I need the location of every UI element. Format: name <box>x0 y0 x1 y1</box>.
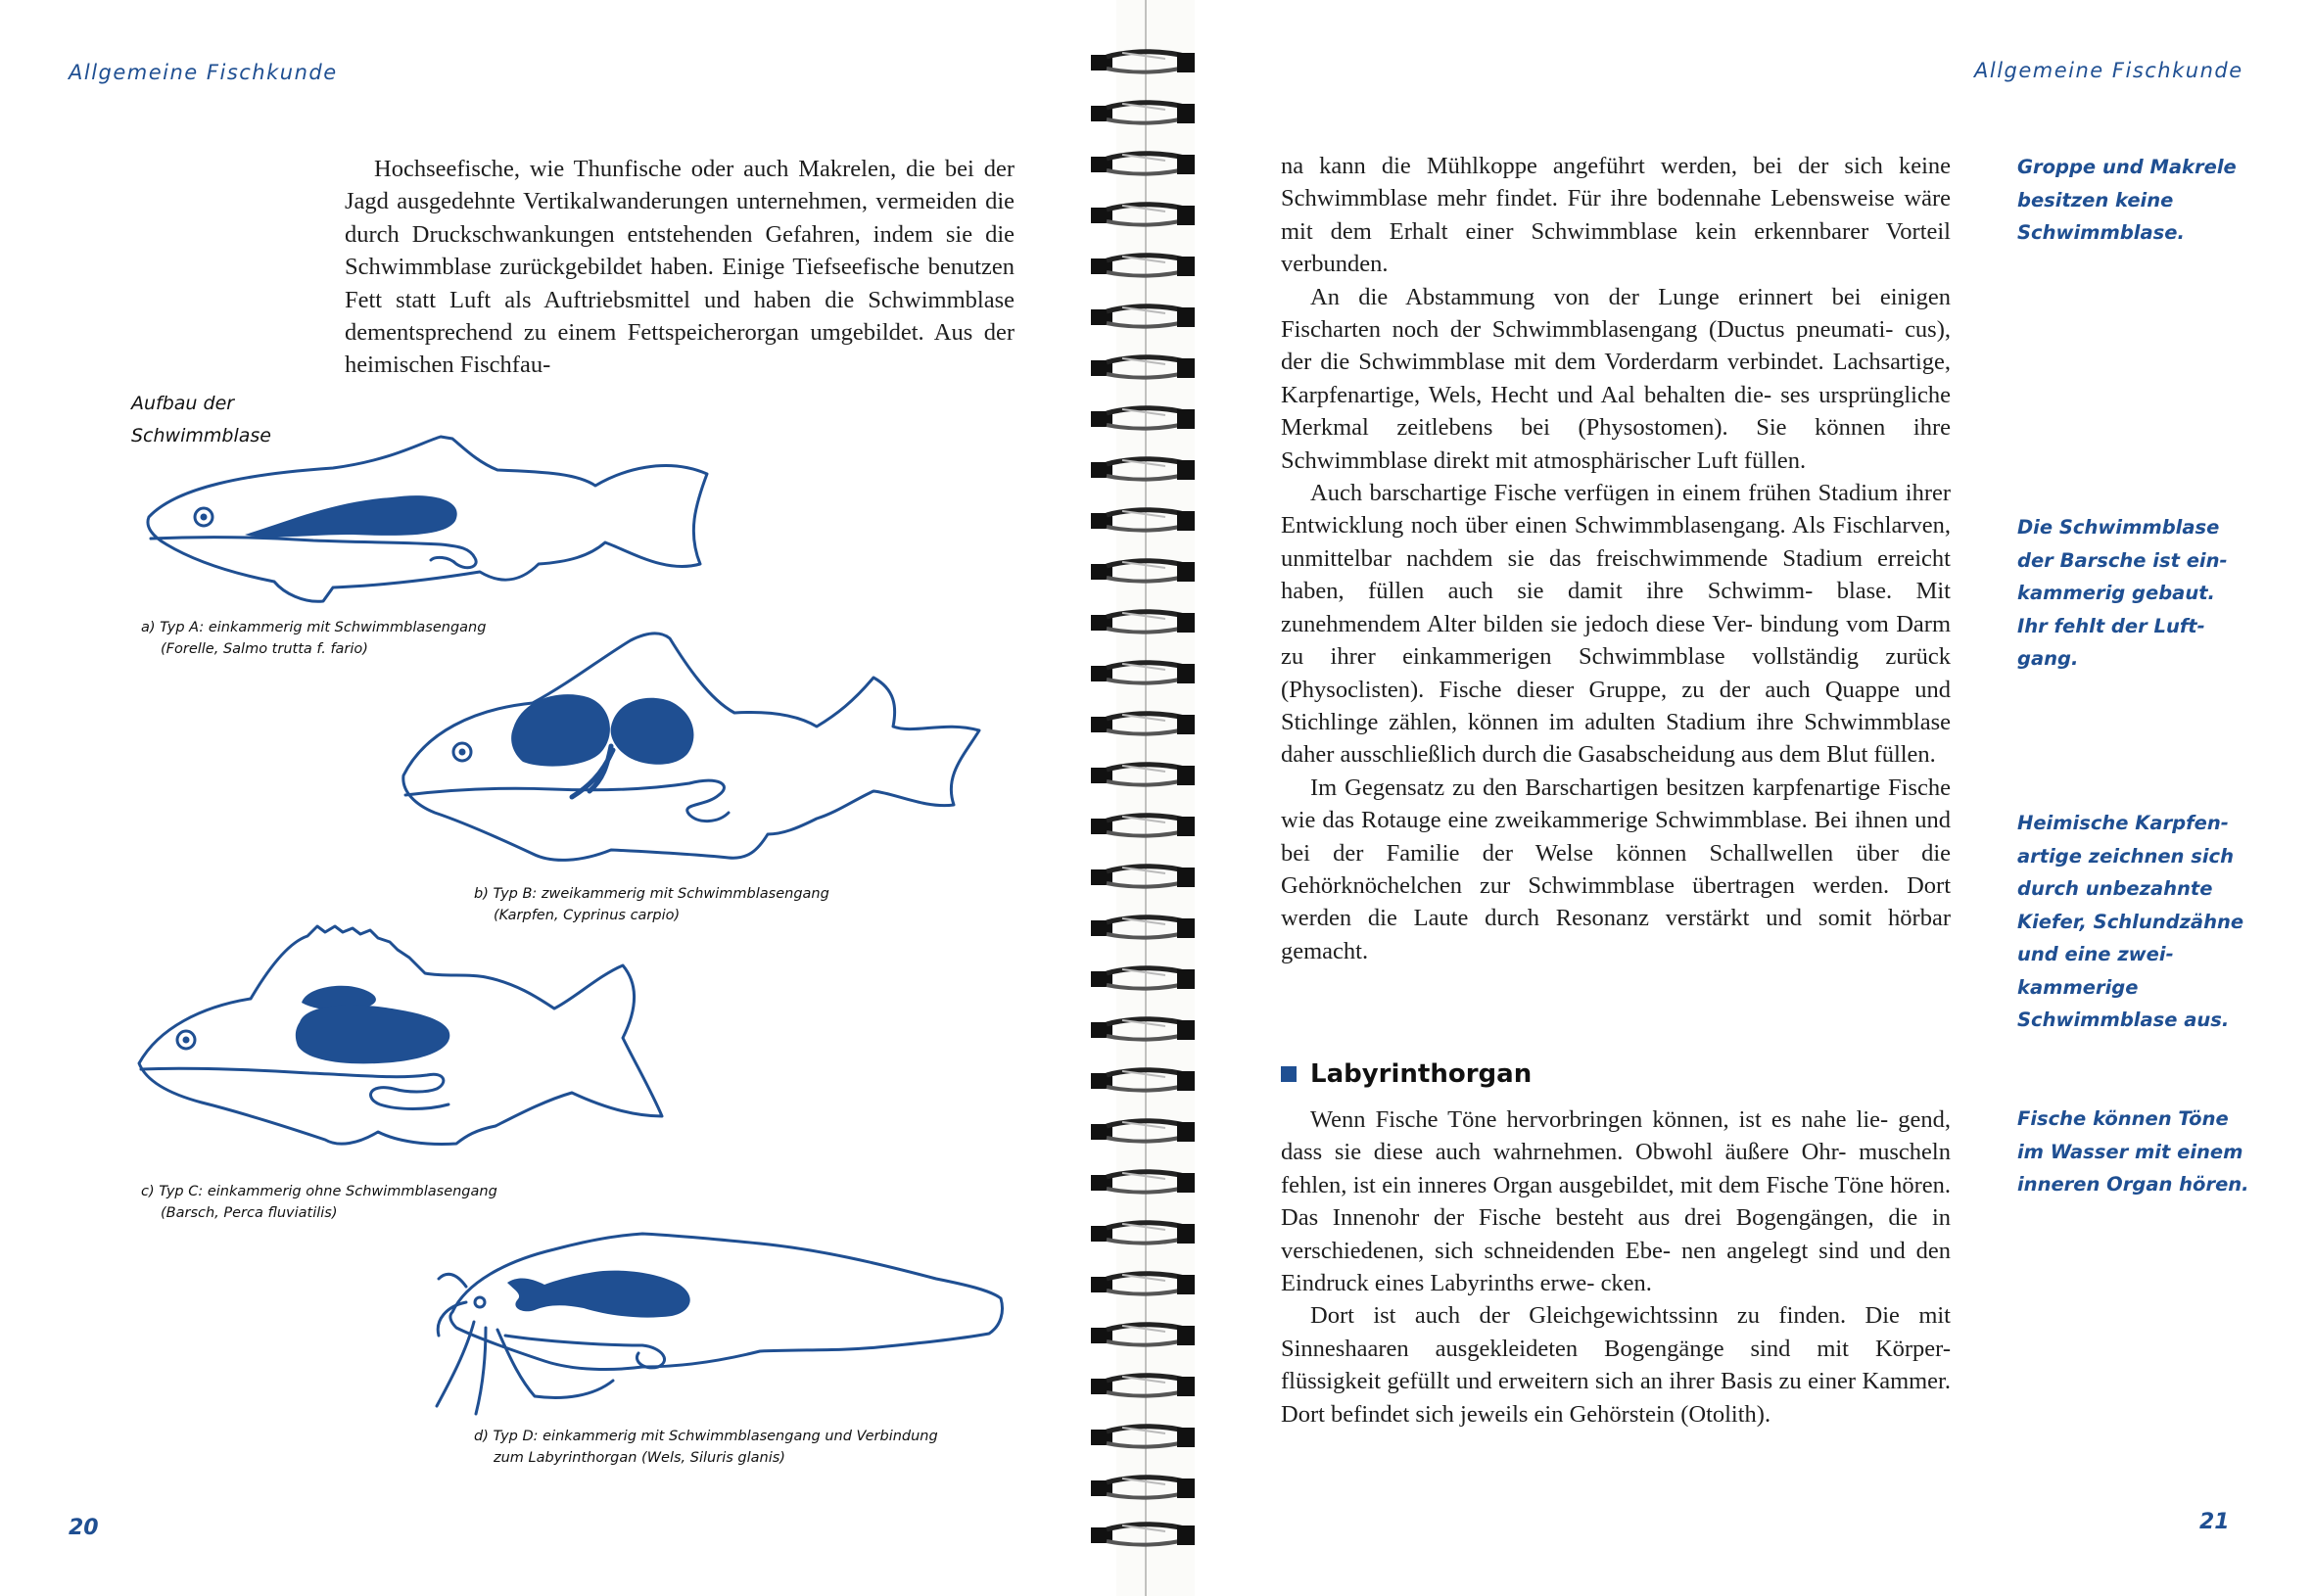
text-line: Auch barschartige Fische verfügen in einem frühen Stadium <box>1310 480 1899 507</box>
note-line: gang. <box>2017 647 2079 670</box>
text-line: vollständig zurück (Physoclisten). Fische dieser Gruppe, zu <box>1281 643 1952 703</box>
note-line: Heimische Karpfen- <box>2017 812 2229 834</box>
note-line: artige zeichnen sich <box>2017 844 2234 868</box>
text-line: ihrer Entwicklung noch über einen Schwimmblasengang. Als <box>1281 480 1952 540</box>
carp-pupil <box>459 749 466 756</box>
text-line: Hochseefische, wie Thunfische oder auch Makrelen, die <box>374 156 936 182</box>
note-line: Schwimmblase aus. <box>2017 1009 2230 1031</box>
text-line: Lachsartige, Karpfenartige, Wels, Hecht und Aal behalten die- <box>1281 349 1952 408</box>
text-line: Fische Töne hören. Das Innenohr der Fische besteht aus drei <box>1281 1171 1951 1232</box>
text-line: Fischarten noch der Schwimmblasengang (Ductus pneumati- <box>1281 316 1894 344</box>
trout-gut <box>151 538 476 568</box>
spiral-rings <box>1091 52 1197 1545</box>
text-line: Im Gegensatz zu den Barschartigen besitzen karpfenartige <box>1310 774 1881 801</box>
running-head-right: Allgemeine Fischkunde <box>1974 59 2243 82</box>
note-line: kammerig gebaut. <box>2017 582 2215 604</box>
catfish-swim-bladder <box>507 1271 690 1318</box>
note-line: im Wasser mit einem <box>2017 1140 2243 1163</box>
text-line: und haben die Schwimmblase dementsprechend zu einem <box>345 286 1015 347</box>
paragraph <box>1281 281 1951 477</box>
text-line: Stadium ihre Schwimmblase daher ausschließlich durch die <box>1281 708 1951 769</box>
text-line: Dort ist auch der Gleichgewichtssinn zu finden. Die mit <box>1310 1302 1951 1330</box>
paragraph <box>1281 1103 1951 1299</box>
text-line: Gasabscheidung aus dem Blut füllen. <box>1578 741 1936 769</box>
perch-gut <box>141 1068 448 1108</box>
perch-pupil <box>183 1037 190 1044</box>
text-line: muscheln fehlen, ist ein inneres Organ ausgebildet, mit dem <box>1281 1139 1951 1198</box>
margin-note-karpfen <box>2017 807 2242 1037</box>
text-line: flüssigkeit gefüllt und erweitern sich an ihrer Basis zu einer <box>1281 1368 1857 1395</box>
section-heading-text: Labyrinthorgan <box>1310 1059 1533 1089</box>
text-line: der auch Quappe und Stichlinge zählen, können im adulten <box>1281 676 1952 735</box>
caption-species: (Forelle, Salmo trutta f. fario) <box>161 641 368 657</box>
figure-heading-line: Schwimmblase <box>131 425 271 446</box>
paragraph <box>1281 1299 1951 1431</box>
page-number-left: 20 <box>69 1516 99 1540</box>
text-line: na kann die Mühlkoppe angeführt werden, bei der sich keine <box>1281 153 1951 179</box>
text-line: Wenn Fische Töne hervorbringen können, ist es nahe lie- <box>1310 1106 1889 1133</box>
note-line: Kiefer, Schlundzähne <box>2017 910 2244 933</box>
caption-label: b) Typ B: zweikammerig mit Schwimmblasengang <box>474 886 829 902</box>
caption-d <box>474 1426 938 1469</box>
section-heading-labyrinthorgan <box>1281 1059 1532 1089</box>
trout-swim-bladder <box>245 495 457 538</box>
paragraph <box>1281 477 1951 772</box>
fish-carp-illustration <box>396 619 983 873</box>
text-line: bei der Jagd ausgedehnte Vertikalwanderungen unternehmen, <box>345 156 1015 215</box>
trout-pupil <box>201 514 208 521</box>
fish-catfish-illustration <box>427 1214 1009 1420</box>
text-line: werden. Dort werden die Laute durch Resonanz verstärkt und <box>1281 871 1952 932</box>
text-line: Bogengängen, die in verschiedenen, sich schneidenden Ebe- <box>1281 1204 1952 1264</box>
note-line: Fische können Töne <box>2017 1107 2229 1130</box>
caption-species: zum Labyrinthorgan (Wels, Siluris glanis) <box>494 1450 785 1466</box>
text-line: nen angelegt sind und den Eindruck eines Labyrinths erwe- <box>1281 1237 1951 1297</box>
right-section-text <box>1281 1103 1951 1431</box>
text-line: Vorteil verbunden. <box>1281 217 1951 278</box>
caption-label: a) Typ A: einkammerig mit Schwimmblasengang <box>141 620 487 635</box>
carp-bladder-rear <box>611 698 694 765</box>
page-number-right: 21 <box>2199 1510 2230 1534</box>
text-line: wäre mit dem Erhalt einer Schwimmblase kein erkennbarer <box>1281 185 1952 245</box>
note-line: Ihr fehlt der Luft- <box>2017 614 2205 637</box>
catfish-eye <box>475 1297 485 1307</box>
text-line: cus), der die Schwimmblase mit dem Vorderdarm verbindet. <box>1281 316 1952 376</box>
perch-swim-bladder <box>296 1006 449 1064</box>
caption-species: (Karpfen, Cyprinus carpio) <box>494 908 681 923</box>
text-line: Bei ihnen und bei der Familie der Welse können Schallwellen <box>1281 807 1952 867</box>
note-line: inneren Organ hören. <box>2017 1173 2249 1196</box>
caption-species: (Barsch, Perca fluviatilis) <box>161 1205 338 1221</box>
text-line: Stadium erreicht haben, füllen auch sie damit ihre Schwimm- <box>1281 544 1951 605</box>
note-line: Groppe und Makrele <box>2017 156 2237 178</box>
note-line: durch unbezahnte <box>2017 877 2213 900</box>
caption-label: d) Typ D: einkammerig mit Schwimmblasengang und Verbindung <box>474 1429 938 1444</box>
paragraph <box>1281 772 1951 967</box>
text-line: können ihre Schwimmblase direkt mit atmosphärischer Luft <box>1281 414 1951 474</box>
text-line: bindung vom Darm zu ihrer einkammerigen Schwimmblase <box>1281 610 1952 671</box>
text-line: cken. <box>1600 1270 1652 1297</box>
note-line: kammerige <box>2017 975 2139 999</box>
catfish-gut <box>505 1336 665 1368</box>
caption-label: c) Typ C: einkammerig ohne Schwimmblasengang <box>141 1184 497 1199</box>
text-line: füllen. <box>1743 446 1807 474</box>
left-intro-text <box>345 153 1015 382</box>
text-line: An die Abstammung von der Lunge erinnert bei einigen <box>1310 283 1951 310</box>
fish-trout-illustration <box>137 427 725 613</box>
text-line: vermeiden die durch Druckschwankungen entstehenden <box>345 188 1015 248</box>
heading-bullet-icon <box>1281 1066 1297 1082</box>
note-line: und eine zwei- <box>2017 943 2174 965</box>
text-line: somit hörbar gemacht. <box>1281 905 1951 964</box>
note-line: der Barsche ist ein- <box>2017 548 2228 572</box>
margin-note-groppe <box>2017 151 2242 250</box>
left-page <box>0 0 1116 1596</box>
margin-note-toene <box>2017 1103 2249 1201</box>
text-line: Fische wie das Rotauge eine zweikammerige Schwimmblase. <box>1281 774 1951 834</box>
text-line: Sinneshaaren ausgekleideten Bogengänge sind mit Körper- <box>1281 1335 1951 1362</box>
text-line: Schwimmblase mehr findet. Für ihre bodennahe Lebensweise <box>1281 185 1895 212</box>
text-line: über die Gehörknöchelchen zur Schwimmblase übertragen <box>1281 839 1952 899</box>
right-main-text <box>1281 150 1951 967</box>
text-line: Fischlarven, unmittelbar nachdem sie das freischwimmende <box>1281 512 1951 572</box>
running-head-left: Allgemeine Fischkunde <box>69 61 338 84</box>
text-line: Einige Tiefseefische benutzen Fett statt Luft als Auftriebsmittel <box>345 254 1015 313</box>
note-line: Die Schwimmblase <box>2017 516 2220 539</box>
paragraph <box>1281 150 1951 281</box>
text-line: Fettspeicherorgan umgebildet. Aus der heimischen Fischfau- <box>345 319 1015 379</box>
fish-perch-illustration <box>133 920 711 1165</box>
carp-gut <box>405 780 729 821</box>
note-line: besitzen keine <box>2017 188 2174 211</box>
note-line: Schwimmblase. <box>2017 221 2185 244</box>
text-line: blase. Mit zunehmendem Alter bilden sie jedoch diese Ver- <box>1281 578 1951 637</box>
figure-heading-line: Aufbau der <box>131 393 235 414</box>
text-line: ses ursprüngliche Merkmal zeitlebens bei (Physostomen). Sie <box>1281 381 1951 442</box>
text-line: Kammer. Dort befindet sich jeweils ein Gehörstein (Otolith). <box>1281 1368 1951 1428</box>
margin-note-barsche <box>2017 511 2242 676</box>
text-line: gend, dass sie diese auch wahrnehmen. Obwohl äußere Ohr- <box>1281 1106 1951 1166</box>
text-line: Gefahren, indem sie die Schwimmblase zurückgebildet haben. <box>345 220 1015 281</box>
